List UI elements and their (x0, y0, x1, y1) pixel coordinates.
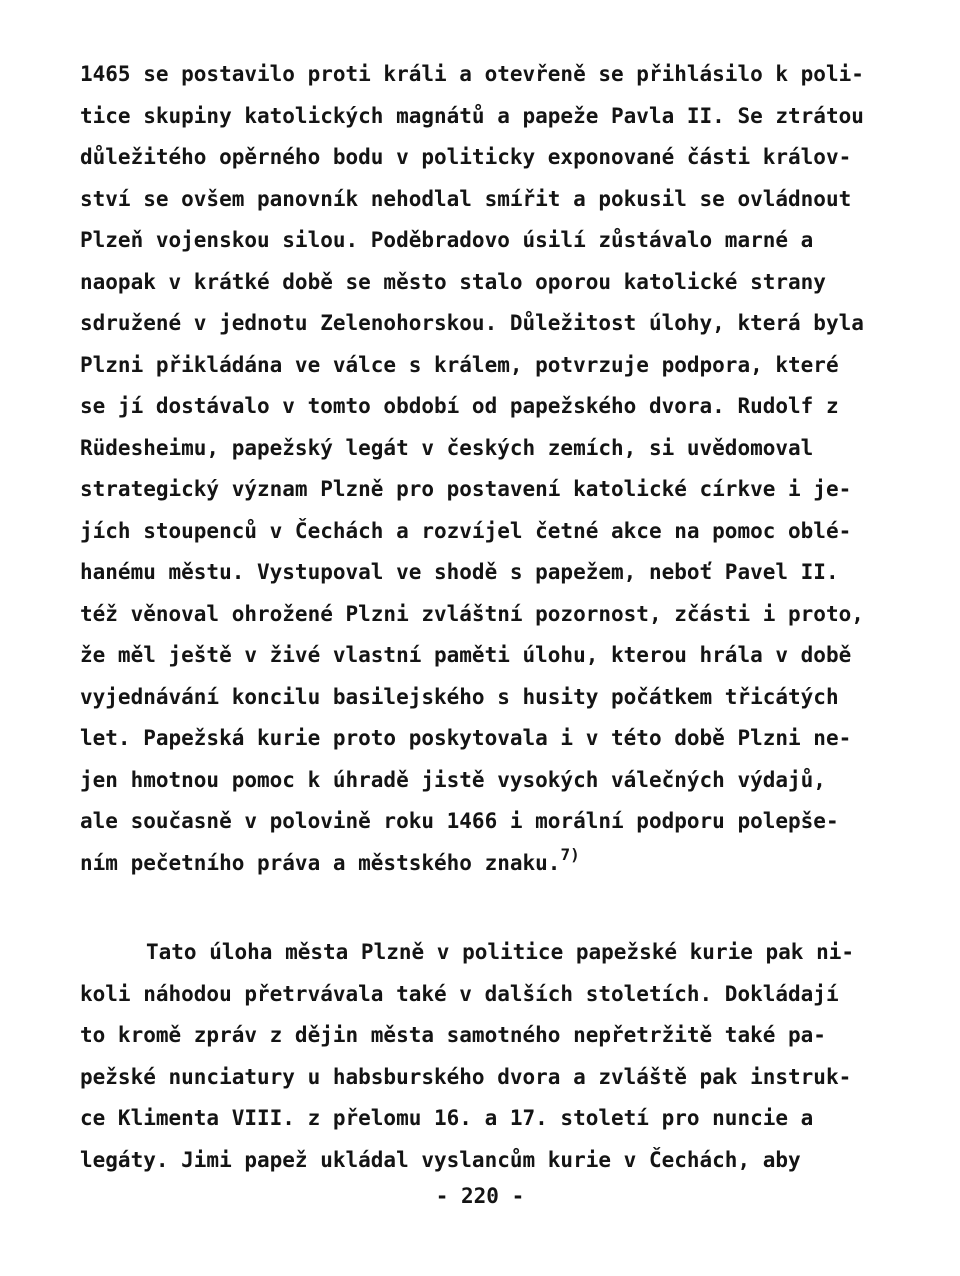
text-line (80, 677, 880, 719)
text-line-content: tice skupiny katolických magnátů a papeže Pavla II. Se ztrátou (80, 103, 864, 128)
text-line-content: strategický význam Plzně pro postavení katolické církve i je- (80, 477, 852, 501)
text-line-content: jen hmotnou pomoc k úhradě jistě vysokých válečných výdajů, (80, 767, 826, 792)
text-line (80, 511, 880, 553)
text-line (80, 303, 880, 345)
text-line (80, 386, 880, 428)
text-line-content: ale současně v polovině roku 1466 i morální podporu polepše- (80, 809, 839, 833)
text-line-content: že měl ještě v živé vlastní paměti úlohu, kterou hrála v době (80, 643, 852, 667)
text-line-content: sdružené v jednotu Zelenohorskou. Důležitost úlohy, která byla (80, 311, 864, 335)
footnote-reference: 7) (560, 844, 580, 864)
paragraph-gap (80, 884, 880, 932)
text-line-content: se jí dostávalo v tomto období od papežského dvora. Rudolf z (80, 394, 839, 418)
page-number: - 220 - (435, 1184, 525, 1208)
text-line (80, 1140, 880, 1182)
text-line (80, 1098, 880, 1140)
text-line-content: 1465 se postavilo proti králi a otevřeně se přihlásilo k poli- (80, 62, 864, 86)
text-line-content: Plzni přikládána ve válce s králem, potvrzuje podpora, které (80, 352, 839, 377)
text-line-content: pežské nunciatury u habsburského dvora a zvláště pak instruk- (80, 1064, 852, 1089)
text-line (80, 96, 880, 138)
text-line-content: koli náhodou přetrvávala také v dalších stoletích. Dokládají (80, 981, 839, 1006)
text-line-content: důležitého opěrného bodu v politicky exponované části králov- (80, 145, 852, 169)
text-line (80, 469, 880, 511)
text-line (80, 54, 880, 96)
text-line-content: ství se ovšem panovník nehodlal smířit a pokusil se ovládnout (80, 186, 852, 211)
text-line-content: let. Papežská kurie proto poskytovala i v této době Plzni ne- (80, 726, 852, 750)
text-line-content: legáty. Jimi papež ukládal vyslancům kurie v Čechách, aby (80, 1147, 801, 1172)
text-line-content: ce Klimenta VIII. z přelomu 16. a 17. století pro nuncie a (80, 1106, 814, 1130)
text-line-content: hanému městu. Vystupoval ve shodě s papežem, neboť Pavel II. (80, 560, 839, 584)
text-line (80, 345, 880, 387)
text-line (80, 428, 880, 470)
text-line (80, 1015, 880, 1057)
text-line (80, 220, 880, 262)
text-line (80, 801, 880, 843)
text-line (80, 635, 880, 677)
text-line-content: to kromě zpráv z dějin města samotného nepřetržitě také pa- (80, 1023, 826, 1047)
text-line (80, 552, 880, 594)
text-line-content: naopak v krátké době se město stalo oporou katolické strany (80, 269, 826, 294)
paragraph-2 (80, 932, 880, 1181)
document-body (80, 54, 880, 1181)
text-line (80, 974, 880, 1016)
text-line (80, 932, 880, 974)
text-line (80, 718, 880, 760)
text-line-content: Rüdesheimu, papežský legát v českých zemích, si uvědomoval (80, 435, 814, 460)
text-line (80, 262, 880, 304)
text-line-content: též věnoval ohrožené Plzni zvláštní pozornost, zčásti i proto, (80, 601, 864, 626)
text-line-content: vyjednávání koncilu basilejského s husity počátkem třicátých (80, 684, 839, 709)
text-line (80, 760, 880, 802)
text-line-content: Tato úloha města Plzně v politice papežské kurie pak ni- (146, 940, 855, 964)
text-line-content: ním pečetního práva a městského znaku. (80, 850, 561, 875)
text-line (80, 594, 880, 636)
text-line (80, 179, 880, 221)
paragraph-1 (80, 54, 880, 884)
text-line-content: Plzeň vojenskou silou. Poděbradovo úsilí zůstávalo marné a (80, 228, 814, 252)
text-line-content: jích stoupenců v Čechách a rozvíjel četné akce na pomoc oblé- (80, 518, 852, 543)
text-line (80, 843, 880, 885)
text-line (80, 137, 880, 179)
text-line (80, 1057, 880, 1099)
